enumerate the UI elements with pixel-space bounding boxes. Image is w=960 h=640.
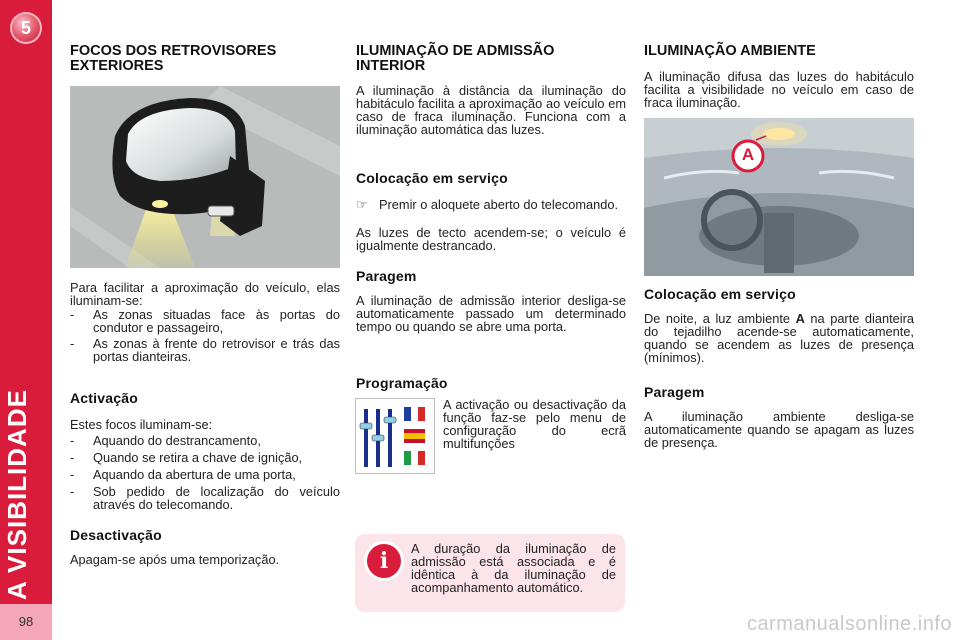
bullet-item-text: Premir o aloquete aberto do telecomando. xyxy=(379,197,619,212)
settings-menu-icon xyxy=(355,398,435,474)
list-item: - Aquando do destrancamento, xyxy=(70,434,340,447)
cabin-ambient-light-illustration xyxy=(644,118,914,276)
info-note xyxy=(355,534,625,612)
col3-service-text xyxy=(644,312,914,364)
col3-service-text-pre: De noite, a luz ambiente xyxy=(644,311,796,326)
col1-title: FOCOS DOS RETROVISORES EXTERIORES xyxy=(70,43,277,74)
col2-service-heading: Colocação em serviço xyxy=(356,170,508,186)
page-number: 98 xyxy=(0,604,52,640)
list-item-text: Quando se retira a chave de ignição, xyxy=(93,450,303,465)
finger-pointer-icon: ☞ xyxy=(356,197,368,212)
list-item-text: Aquando da abertura de uma porta, xyxy=(93,467,296,482)
col3-service-text-post: na parte dianteira do tejadilho acende-se automaticamente, quando se acendem as luzes de presença (mínimos). xyxy=(644,311,915,365)
watermark: carmanualsonline.info xyxy=(746,613,952,635)
mirror-lamp-drawing xyxy=(70,86,340,268)
col2-title: ILUMINAÇÃO DE ADMISSÃO INTERIOR xyxy=(356,43,555,74)
chapter-number-badge xyxy=(10,12,42,44)
col2-program-text: A activação ou desactivação da função faz-se pelo menu de configuração do ecrã multifunções xyxy=(443,397,626,451)
list-item-text: Aquando do destrancamento, xyxy=(93,433,261,448)
list-item-text: As zonas à frente do retrovisor e trás das portas dianteiras. xyxy=(93,336,340,364)
section-title: A VISIBILIDADE xyxy=(2,389,32,600)
list-item: - As zonas à frente do retrovisor e trás das portas dianteiras. xyxy=(70,336,340,364)
col2-intro: A iluminação à distância da iluminação do habitáculo facilita a aproximação ao veículo em caso de fraca iluminação. Funciona com a iluminação automática das luzes. xyxy=(356,83,626,137)
list-item: - Aquando da abertura de uma porta, xyxy=(70,468,340,481)
activation-heading: Activação xyxy=(70,390,138,406)
list-item: - As zonas situadas face às portas do condutor e passageiro, xyxy=(70,307,340,335)
callout-label-a: A xyxy=(741,145,755,164)
list-item: - Sob pedido de localização do veículo através do telecomando. xyxy=(70,484,340,512)
deactivation-text: Apagam-se após uma temporização. xyxy=(70,552,280,567)
bullet-item xyxy=(356,198,626,211)
list-item: - Quando se retira a chave de ignição, xyxy=(70,451,340,464)
col3-service-text-bold: A xyxy=(795,311,805,326)
col3-intro: A iluminação difusa das luzes do habitáculo facilita a visibilidade no veículo em caso de fraca iluminação. xyxy=(644,69,914,110)
col2-stop-heading: Paragem xyxy=(356,268,417,284)
col3-stop-heading: Paragem xyxy=(644,384,705,400)
deactivation-heading: Desactivação xyxy=(70,527,162,543)
chapter-number: 5 xyxy=(20,18,31,38)
mirror-lamp-illustration xyxy=(70,86,340,268)
col3-title: ILUMINAÇÃO AMBIENTE xyxy=(644,43,816,59)
col3-service-heading: Colocação em serviço xyxy=(644,286,796,302)
info-note-text: A duração da iluminação de admissão está associada e é idêntica à da iluminação de acompanhamento automático. xyxy=(411,541,616,595)
col2-stop-text: A iluminação de admissão interior desliga-se automaticamente passado um determinado tempo ou quando se abre uma porta. xyxy=(356,293,626,334)
col3-stop-text: A iluminação ambiente desliga-se automaticamente quando se apagam as luzes de presença. xyxy=(644,409,914,450)
col2-service-text: As luzes de tecto acendem-se; o veículo é igualmente destrancado. xyxy=(356,225,626,253)
col1-intro: Para facilitar a aproximação do veículo, elas iluminam-se: xyxy=(70,280,340,308)
activation-intro: Estes focos iluminam-se: xyxy=(70,417,213,432)
list-item-text: As zonas situadas face às portas do condutor e passageiro, xyxy=(93,307,340,335)
info-icon: i xyxy=(367,544,401,578)
list-item-text: Sob pedido de localização do veículo através do telecomando. xyxy=(93,484,340,512)
settings-sliders-flags-drawing xyxy=(356,399,434,473)
cabin-drawing xyxy=(644,118,914,276)
col2-program-heading: Programação xyxy=(356,375,448,391)
